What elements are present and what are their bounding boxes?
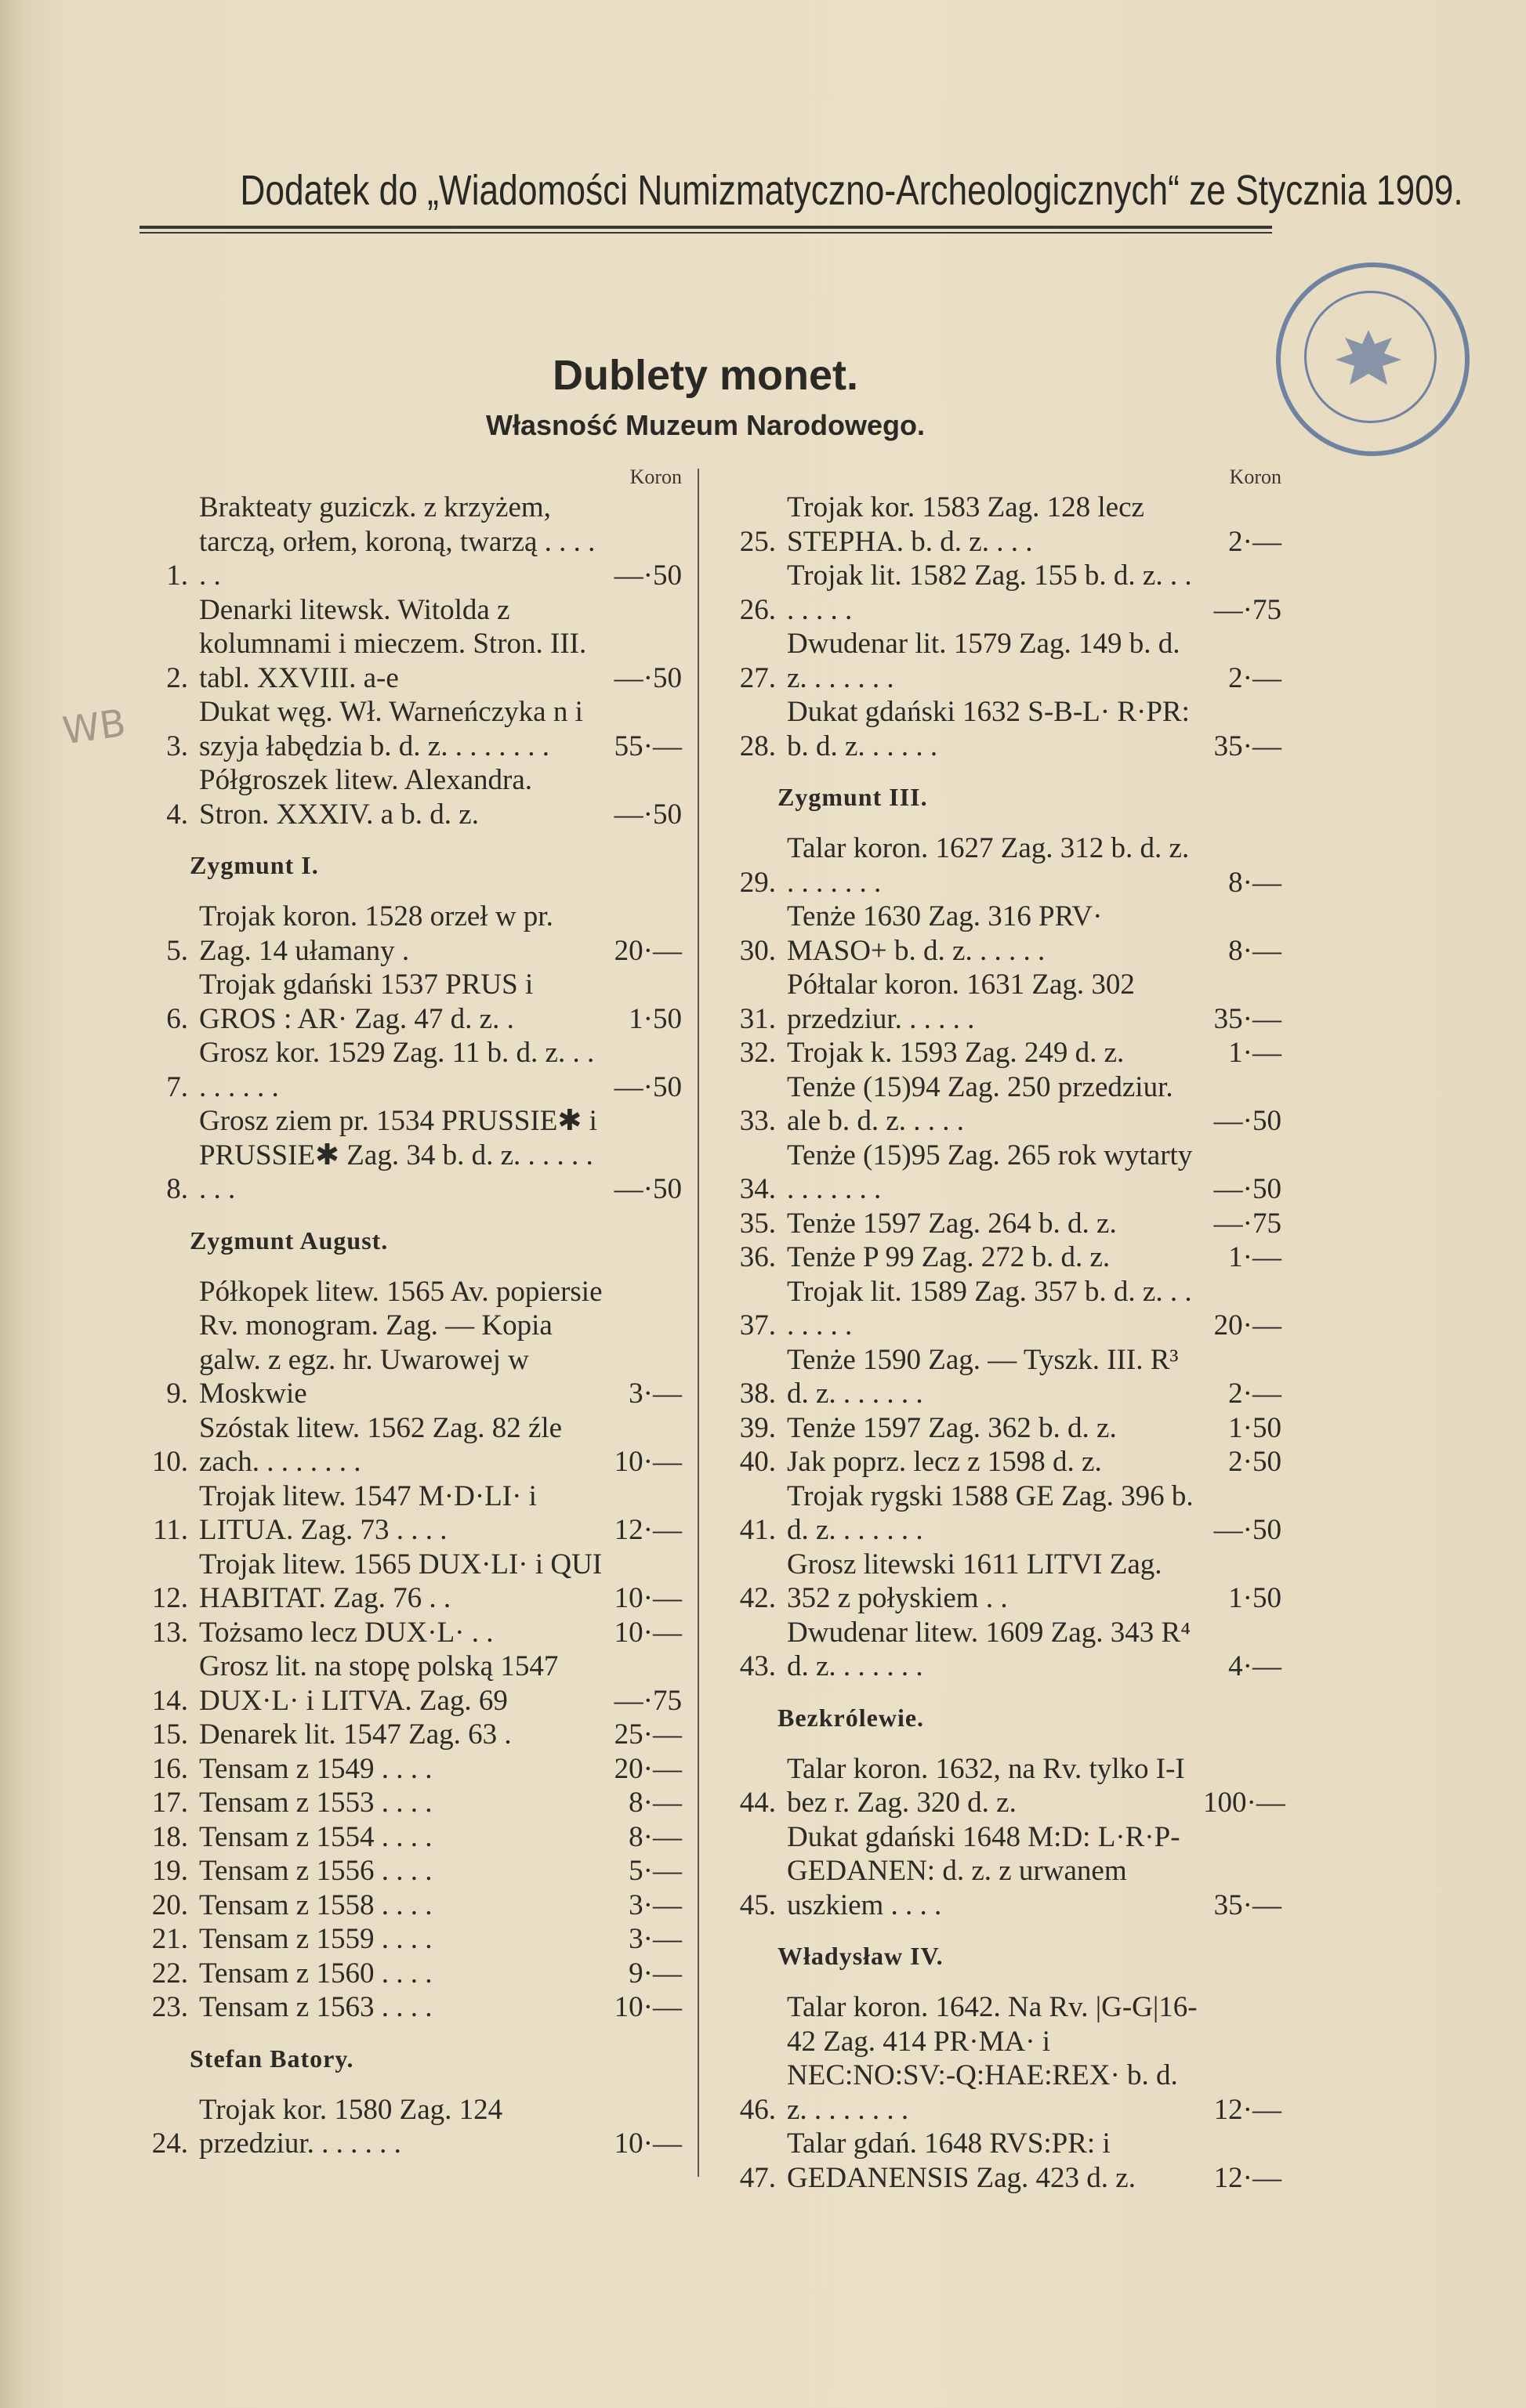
entry-description: Półgroszek litew. Alexandra. Stron. XXXIV. a b. d. z. xyxy=(199,764,533,831)
entry-number: 37. xyxy=(739,1309,776,1342)
catalog-entry xyxy=(721,1616,1281,1684)
catalog-entry xyxy=(133,491,682,593)
catalog-entry xyxy=(133,1104,682,1207)
entry-number: 2. xyxy=(166,661,188,694)
entry-description: Tenże 1597 Zag. 362 b. d. z. xyxy=(787,1411,1117,1444)
entry-description: Trojak lit. 1589 Zag. 357 b. d. z. . . . . . . . xyxy=(787,1275,1192,1342)
page-title: Dublety monet. xyxy=(552,352,859,399)
right-column xyxy=(721,464,1285,2195)
entry-description: Dukat gdański 1632 S-B-L· R·PR: b. d. z. . . . . . xyxy=(787,696,1190,762)
entry-price: 2·50 xyxy=(1228,1446,1281,1478)
catalog-entry xyxy=(721,831,1281,900)
entry-price: 10·— xyxy=(614,1616,682,1649)
entry-number: 35. xyxy=(739,1207,776,1240)
left-column xyxy=(133,464,682,2161)
catalog-entry xyxy=(133,1718,682,1752)
entry-price: 25·— xyxy=(614,1718,682,1751)
catalog-entry xyxy=(721,627,1281,695)
entry-description: Dukat węg. Wł. Warneńczyka n i szyja łabędzia b. d. z. . . . . . . . xyxy=(199,696,583,762)
catalog-entry xyxy=(133,1275,682,1411)
section-heading: Zygmunt August. xyxy=(190,1226,389,1255)
entry-price: —·50 xyxy=(1213,1173,1281,1205)
entry-number: 7. xyxy=(166,1070,188,1103)
catalog-entry xyxy=(721,1479,1281,1548)
section-heading: Bezkrólewie. xyxy=(777,1703,925,1732)
entry-number: 42. xyxy=(739,1582,776,1614)
entry-description: Jak poprz. lecz z 1598 d. z. xyxy=(787,1446,1102,1478)
entry-number: 23. xyxy=(151,1991,188,2023)
entry-number: 5. xyxy=(166,934,188,967)
catalog-entry xyxy=(721,559,1281,627)
entry-description: Półkopek litew. 1565 Av. popiersie Rv. monogram. Zag. — Kopia galw. z egz. hr. Uwarowej w Moskwie xyxy=(199,1275,603,1410)
entry-price: 20·— xyxy=(614,1752,682,1785)
entry-number: 6. xyxy=(166,1002,188,1035)
entry-description: Trojak kor. 1580 Zag. 124 przedziur. . . . . . . xyxy=(199,2093,503,2160)
entry-description: Tensam z 1559 . . . . xyxy=(199,1923,433,1955)
entry-description: Denarek lit. 1547 Zag. 63 . xyxy=(199,1718,512,1751)
entry-price: —·50 xyxy=(1213,1514,1281,1546)
entry-number: 44. xyxy=(739,1787,776,1819)
catalog-entry xyxy=(133,763,682,831)
entry-price: 20·— xyxy=(1213,1309,1281,1342)
entry-number: 29. xyxy=(739,866,776,899)
entry-description: Trojak koron. 1528 orzeł w pr. Zag. 14 ułamany . xyxy=(199,900,553,967)
entry-price: 10·— xyxy=(614,1582,682,1614)
page-subtitle: Własność Muzeum Narodowego. xyxy=(485,409,926,441)
catalog-entry xyxy=(721,1445,1281,1479)
entry-number: 45. xyxy=(739,1888,776,1921)
catalog-entry xyxy=(133,968,682,1036)
entry-description: Tensam z 1558 . . . . xyxy=(199,1888,433,1921)
entry-price: —·75 xyxy=(614,1684,682,1717)
catalog-entry xyxy=(133,1854,682,1888)
entry-description: Trojak litew. 1547 M·D·LI· i LITUA. Zag. 73 . . . . xyxy=(199,1479,537,1546)
catalog-entry xyxy=(721,900,1281,968)
catalog-entry xyxy=(721,1820,1281,1923)
entry-price: 100·— xyxy=(1203,1787,1285,1819)
catalog-entry xyxy=(721,1548,1281,1616)
entry-number: 34. xyxy=(739,1173,776,1205)
entry-description: Tenże 1590 Zag. — Tyszk. III. R³ d. z. . . . . . . xyxy=(787,1343,1179,1410)
entry-number: 39. xyxy=(739,1411,776,1444)
entry-price: 12·— xyxy=(1213,2093,1281,2126)
entry-price: 10·— xyxy=(614,1446,682,1478)
entry-description: Trojak gdański 1537 PRUS i GROS : AR· Zag. 47 d. z. . xyxy=(199,969,534,1035)
header-rule xyxy=(140,226,1272,229)
entry-number: 40. xyxy=(739,1446,776,1478)
catalog-entry xyxy=(721,1240,1281,1275)
entry-number: 46. xyxy=(739,2093,776,2126)
entry-number: 8. xyxy=(166,1173,188,1205)
entry-description: Tożsamo lecz DUX·L· . . xyxy=(199,1616,494,1649)
catalog-entry xyxy=(133,1411,682,1479)
entry-description: Tensam z 1553 . . . . xyxy=(199,1787,433,1819)
column-divider xyxy=(698,469,699,2177)
entry-price: 4·— xyxy=(1228,1650,1281,1682)
catalog-entry xyxy=(721,1275,1281,1343)
entry-number: 32. xyxy=(739,1037,776,1069)
catalog-entry xyxy=(721,1990,1281,2127)
catalog-entry xyxy=(721,1207,1281,1241)
entry-price: 1·50 xyxy=(1228,1582,1281,1614)
unit-label: Koron xyxy=(629,465,682,488)
entry-description: Tensam z 1560 . . . . xyxy=(199,1957,433,1990)
entry-description: Trojak k. 1593 Zag. 249 d. z. xyxy=(787,1037,1125,1069)
catalog-entry xyxy=(133,1752,682,1787)
page-header: Dodatek do „Wiadomości Numizmatyczno-Archeologicznych“ ze Stycznia 1909. xyxy=(240,167,1463,214)
entry-price: 55·— xyxy=(614,730,682,762)
entry-price: 20·— xyxy=(614,934,682,967)
entry-price: —·50 xyxy=(614,1173,682,1205)
entry-price: —·50 xyxy=(1213,1105,1281,1137)
entry-price: 1·— xyxy=(1228,1037,1281,1069)
catalog-entry xyxy=(133,1820,682,1855)
entry-description: Trojak litew. 1565 DUX·LI· i QUI HABITAT. Zag. 76 . . xyxy=(199,1548,603,1614)
entry-description: Talar koron. 1642. Na Rv. |G-G|16-42 Zag. 414 PR·MA· i NEC:NO:SV:-Q:HAE:REX· b. d. z. . . . . . . . xyxy=(787,1991,1198,2126)
catalog-entry xyxy=(133,695,682,763)
entry-price: 1·50 xyxy=(1228,1411,1281,1444)
entry-description: Tenże (15)95 Zag. 265 rok wytarty . . . . . . . xyxy=(787,1139,1193,1205)
entry-price: —·50 xyxy=(614,798,682,831)
entry-price: 2·— xyxy=(1228,661,1281,694)
entry-number: 21. xyxy=(151,1923,188,1955)
entry-number: 9. xyxy=(166,1378,188,1410)
entry-price: 12·— xyxy=(614,1514,682,1546)
entry-price: 1·50 xyxy=(629,1002,682,1035)
entry-description: Grosz litewski 1611 LITVI Zag. 352 z połyskiem . . xyxy=(787,1548,1162,1614)
catalog-entry xyxy=(133,1548,682,1616)
catalog-entry xyxy=(721,695,1281,763)
catalog-entry xyxy=(133,2093,682,2161)
entry-price: 8·— xyxy=(629,1787,682,1819)
entry-description: Brakteaty guziczk. z krzyżem, tarczą, orłem, koroną, twarzą . . . . . . xyxy=(199,491,596,592)
entry-number: 36. xyxy=(739,1241,776,1273)
entry-price: 5·— xyxy=(629,1855,682,1887)
entry-price: 10·— xyxy=(614,1991,682,2023)
entry-price: —·75 xyxy=(1213,593,1281,626)
entry-number: 27. xyxy=(739,661,776,694)
catalog-entry xyxy=(721,1139,1281,1207)
catalog-entry xyxy=(721,1070,1281,1139)
catalog-entry xyxy=(133,1957,682,1991)
entry-description: Dukat gdański 1648 M:D: L·R·P-GEDANEN: d. z. z urwanem uszkiem . . . . xyxy=(787,1820,1180,1921)
entry-price: —·50 xyxy=(614,661,682,694)
entry-description: Grosz lit. na stopę polską 1547 DUX·L· i LITVA. Zag. 69 xyxy=(199,1650,559,1717)
entry-number: 24. xyxy=(151,2127,188,2160)
entry-number: 26. xyxy=(739,593,776,626)
entry-number: 16. xyxy=(151,1752,188,1785)
entry-number: 38. xyxy=(739,1378,776,1410)
entry-description: Tenże 1630 Zag. 316 PRV· MASO+ b. d. z. . . . . . xyxy=(787,900,1103,967)
entry-description: Trojak lit. 1582 Zag. 155 b. d. z. . . . . . . . xyxy=(787,559,1192,626)
entry-description: Talar koron. 1627 Zag. 312 b. d. z. . . . . . . . xyxy=(787,832,1190,899)
header-rule-thin xyxy=(140,232,1272,234)
entry-description: Dwudenar lit. 1579 Zag. 149 b. d. z. . . . . . . xyxy=(787,628,1180,694)
entry-price: 8·— xyxy=(1228,934,1281,967)
section-heading: Zygmunt I. xyxy=(190,851,319,879)
entry-number: 31. xyxy=(739,1002,776,1035)
entry-description: Talar koron. 1632, na Rv. tylko I-I bez r. Zag. 320 d. z. xyxy=(787,1752,1185,1819)
catalog-entry xyxy=(133,1922,682,1957)
catalog-entry xyxy=(133,1649,682,1718)
entry-number: 25. xyxy=(739,525,776,558)
entry-price: 2·— xyxy=(1228,1378,1281,1410)
entry-number: 28. xyxy=(739,730,776,762)
entry-description: Talar gdań. 1648 RVS:PR: i GEDANENSIS Zag. 423 d. z. xyxy=(787,2127,1136,2194)
entry-number: 11. xyxy=(153,1514,188,1546)
section-heading: Stefan Batory. xyxy=(190,2044,354,2073)
entry-price: —·50 xyxy=(614,559,682,592)
entry-price: 9·— xyxy=(629,1957,682,1990)
entry-description: Półtalar koron. 1631 Zag. 302 przedziur. . . . . . xyxy=(787,969,1135,1035)
entry-number: 33. xyxy=(739,1105,776,1137)
entry-description: Grosz ziem pr. 1534 PRUSSIE✱ i PRUSSIE✱ Zag. 34 b. d. z. . . . . . . . . xyxy=(199,1105,597,1205)
entry-description: Denarki litewsk. Witolda z kolumnami i mieczem. Stron. III. tabl. XXVIII. a-e xyxy=(199,593,587,694)
entry-price: 2·— xyxy=(1228,525,1281,558)
entry-description: Tensam z 1554 . . . . xyxy=(199,1820,433,1853)
entry-price: 8·— xyxy=(629,1820,682,1853)
catalog-entry xyxy=(721,1036,1281,1070)
entry-price: 3·— xyxy=(629,1378,682,1410)
catalog-entry xyxy=(133,1888,682,1923)
catalog-entry xyxy=(721,1411,1281,1446)
entry-price: 10·— xyxy=(614,2127,682,2160)
entry-price: 35·— xyxy=(1213,1002,1281,1035)
entry-number: 14. xyxy=(151,1684,188,1717)
entry-price: 12·— xyxy=(1213,2161,1281,2194)
entry-number: 15. xyxy=(151,1718,188,1751)
section-heading: Zygmunt III. xyxy=(777,783,928,811)
catalog-entry xyxy=(133,593,682,696)
catalog-entry xyxy=(133,1036,682,1104)
entry-number: 19. xyxy=(151,1855,188,1887)
entry-number: 47. xyxy=(739,2161,776,2194)
entry-description: Tensam z 1556 . . . . xyxy=(199,1855,433,1887)
catalog-entry xyxy=(133,1479,682,1548)
entry-number: 22. xyxy=(151,1957,188,1990)
catalog-entry xyxy=(133,1786,682,1820)
entry-number: 12. xyxy=(151,1582,188,1614)
catalog-entry xyxy=(721,1343,1281,1411)
entry-number: 30. xyxy=(739,934,776,967)
entry-number: 1. xyxy=(166,559,188,592)
entry-description: Trojak kor. 1583 Zag. 128 lecz STEPHA. b. d. z. . . . xyxy=(787,491,1144,558)
catalog-entry xyxy=(133,1990,682,2025)
entry-number: 4. xyxy=(166,798,188,831)
entry-number: 3. xyxy=(166,730,188,762)
entry-price: 1·— xyxy=(1228,1241,1281,1273)
entry-description: Trojak rygski 1588 GE Zag. 396 b. d. z. . . . . . . xyxy=(787,1479,1194,1546)
entry-description: Tenże P 99 Zag. 272 b. d. z. xyxy=(787,1241,1111,1273)
entry-number: 41. xyxy=(739,1514,776,1546)
entry-number: 13. xyxy=(151,1616,188,1649)
catalog-entry xyxy=(721,2127,1281,2195)
margin-note: WB xyxy=(60,701,129,754)
entry-description: Szóstak litew. 1562 Zag. 82 źle zach. . . . . . . . xyxy=(199,1411,563,1478)
entry-price: 8·— xyxy=(1228,866,1281,899)
entry-description: Dwudenar litew. 1609 Zag. 343 R⁴ d. z. . . . . . . xyxy=(787,1616,1191,1682)
entry-number: 17. xyxy=(151,1787,188,1819)
catalog-entry xyxy=(721,491,1281,559)
entry-price: 35·— xyxy=(1213,1888,1281,1921)
entry-price: —·50 xyxy=(614,1070,682,1103)
entry-price: 35·— xyxy=(1213,730,1281,762)
entry-description: Tenże 1597 Zag. 264 b. d. z. xyxy=(787,1207,1117,1240)
entry-price: 3·— xyxy=(629,1923,682,1955)
section-heading: Władysław IV. xyxy=(777,1942,944,1970)
entry-description: Tensam z 1563 . . . . xyxy=(199,1991,433,2023)
entry-description: Grosz kor. 1529 Zag. 11 b. d. z. . . . . . . . . xyxy=(199,1037,595,1103)
entry-price: —·75 xyxy=(1213,1207,1281,1240)
catalog-entry xyxy=(721,1752,1285,1820)
unit-label: Koron xyxy=(1229,465,1281,488)
catalog-entry xyxy=(721,968,1281,1036)
entry-price: 3·— xyxy=(629,1888,682,1921)
entry-description: Tenże (15)94 Zag. 250 przedziur. ale b. d. z. . . . . xyxy=(787,1070,1173,1137)
catalog-entry xyxy=(133,900,682,968)
entry-number: 43. xyxy=(739,1650,776,1682)
entry-number: 18. xyxy=(151,1820,188,1853)
left-list xyxy=(133,491,682,2161)
right-list xyxy=(721,491,1285,2195)
entry-number: 20. xyxy=(151,1888,188,1921)
entry-number: 10. xyxy=(151,1446,188,1478)
catalog-entry xyxy=(133,1616,682,1650)
entry-description: Tensam z 1549 . . . . xyxy=(199,1752,433,1785)
